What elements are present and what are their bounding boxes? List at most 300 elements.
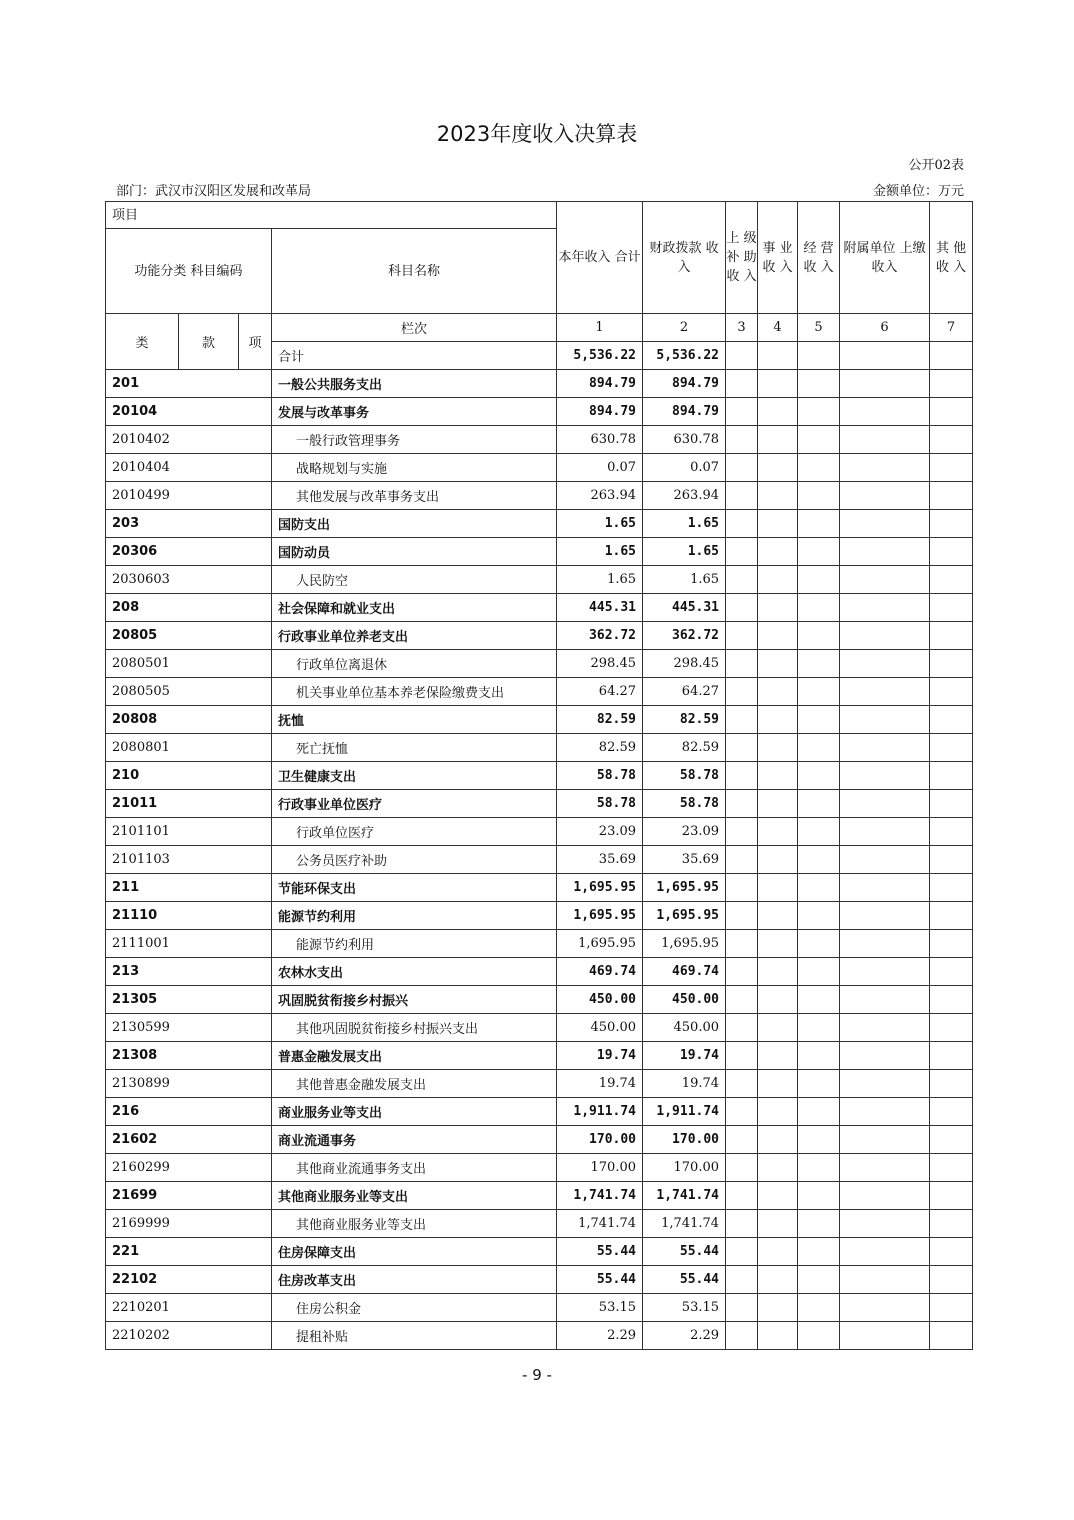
row-empty-cell [726, 482, 758, 510]
row-empty-cell [758, 1042, 798, 1070]
row-empty-cell [726, 538, 758, 566]
row-empty-cell [726, 1238, 758, 1266]
row-total: 1,695.95 [557, 874, 643, 902]
row-name: 抚恤 [272, 706, 557, 734]
row-empty-cell [840, 1322, 930, 1350]
row-total: 64.27 [557, 678, 643, 706]
row-fiscal: 630.78 [643, 426, 726, 454]
row-empty-cell [798, 510, 840, 538]
table-row [106, 818, 973, 846]
row-empty-cell [840, 482, 930, 510]
row-name: 发展与改革事务 [272, 398, 557, 426]
row-empty-cell [798, 706, 840, 734]
row-empty-cell [798, 1238, 840, 1266]
row-empty-cell [840, 1070, 930, 1098]
row-empty-cell [726, 622, 758, 650]
row-code: 201 [106, 370, 272, 398]
row-name: 社会保障和就业支出 [272, 594, 557, 622]
row-fiscal: 170.00 [643, 1126, 726, 1154]
row-empty-cell [726, 902, 758, 930]
row-empty-cell [726, 762, 758, 790]
row-empty-cell [930, 930, 973, 958]
table-row [106, 538, 973, 566]
row-total: 35.69 [557, 846, 643, 874]
row-empty-cell [726, 986, 758, 1014]
row-empty-cell [758, 538, 798, 566]
row-empty-cell [726, 930, 758, 958]
col-number-7: 7 [930, 314, 973, 342]
row-name: 公务员医疗补助 [272, 846, 557, 874]
row-empty-cell [798, 370, 840, 398]
row-empty-cell [840, 734, 930, 762]
table-row [106, 1154, 973, 1182]
table-row [106, 874, 973, 902]
row-name: 行政事业单位养老支出 [272, 622, 557, 650]
row-empty-cell [726, 846, 758, 874]
row-empty-cell [930, 1210, 973, 1238]
row-empty-cell [930, 818, 973, 846]
row-empty-cell [798, 650, 840, 678]
row-empty-cell [758, 566, 798, 594]
row-empty-cell [930, 1098, 973, 1126]
table-row [106, 958, 973, 986]
row-total: 19.74 [557, 1070, 643, 1098]
row-empty-cell [798, 398, 840, 426]
row-name: 国防支出 [272, 510, 557, 538]
row-name: 普惠金融发展支出 [272, 1042, 557, 1070]
row-empty-cell [798, 930, 840, 958]
row-empty-cell [840, 1238, 930, 1266]
table-row [106, 650, 973, 678]
row-empty-cell [726, 1098, 758, 1126]
row-empty-cell [840, 846, 930, 874]
row-fiscal: 1,695.95 [643, 930, 726, 958]
row-code: 221 [106, 1238, 272, 1266]
row-empty-cell [840, 566, 930, 594]
row-empty-cell [798, 1070, 840, 1098]
row-code: 2101101 [106, 818, 272, 846]
table-row [106, 1126, 973, 1154]
row-total: 19.74 [557, 1042, 643, 1070]
table-row [106, 566, 973, 594]
row-empty-cell [930, 1014, 973, 1042]
header-col2: 财政拨款 收入 [643, 202, 726, 314]
row-total: 894.79 [557, 370, 643, 398]
row-code: 2080505 [106, 678, 272, 706]
row-code: 211 [106, 874, 272, 902]
row-total: 23.09 [557, 818, 643, 846]
row-code: 21110 [106, 902, 272, 930]
row-empty-cell [758, 370, 798, 398]
row-code: 21308 [106, 1042, 272, 1070]
row-code: 20805 [106, 622, 272, 650]
row-empty-cell [930, 426, 973, 454]
table-row [106, 678, 973, 706]
row-empty-cell [930, 454, 973, 482]
row-empty-cell [930, 958, 973, 986]
row-empty-cell [726, 1182, 758, 1210]
row-empty-cell [726, 650, 758, 678]
row-fiscal: 450.00 [643, 1014, 726, 1042]
row-empty-cell [840, 902, 930, 930]
table-row [106, 734, 973, 762]
col-number-2: 2 [643, 314, 726, 342]
row-name: 死亡抚恤 [272, 734, 557, 762]
row-empty-cell [758, 1182, 798, 1210]
row-total: 1,695.95 [557, 930, 643, 958]
row-fiscal: 1,741.74 [643, 1210, 726, 1238]
row-name: 其他商业服务业等支出 [272, 1182, 557, 1210]
row-name: 能源节约利用 [272, 902, 557, 930]
col-number-3: 3 [726, 314, 758, 342]
row-fiscal: 19.74 [643, 1070, 726, 1098]
department-label: 部门：武汉市汉阳区发展和改革局 [116, 184, 312, 199]
table-row [106, 930, 973, 958]
table-row [106, 1070, 973, 1098]
unit-label: 金额单位：万元 [872, 184, 964, 199]
row-empty-cell [840, 818, 930, 846]
row-empty-cell [930, 594, 973, 622]
row-empty-cell [930, 1266, 973, 1294]
row-empty-cell [930, 1182, 973, 1210]
row-total: 170.00 [557, 1154, 643, 1182]
row-code: 21011 [106, 790, 272, 818]
row-empty-cell [840, 510, 930, 538]
row-empty-cell [930, 538, 973, 566]
table-row [106, 1014, 973, 1042]
row-empty-cell [840, 1182, 930, 1210]
row-empty-cell [758, 734, 798, 762]
row-empty-cell [726, 1042, 758, 1070]
col-number-5: 5 [798, 314, 840, 342]
table-row [106, 1238, 973, 1266]
row-empty-cell [930, 622, 973, 650]
header-lanci: 栏次 [272, 314, 557, 342]
row-empty-cell [758, 1126, 798, 1154]
row-fiscal: 469.74 [643, 958, 726, 986]
row-code: 2160299 [106, 1154, 272, 1182]
row-total: 450.00 [557, 1014, 643, 1042]
row-empty-cell [798, 846, 840, 874]
header-item: 项目 [106, 202, 557, 229]
row-empty-cell [726, 1070, 758, 1098]
row-empty-cell [930, 1294, 973, 1322]
row-empty-cell [758, 1238, 798, 1266]
row-empty-cell [930, 874, 973, 902]
total-value-1: 5,536.22 [557, 342, 643, 370]
row-total: 170.00 [557, 1126, 643, 1154]
row-fiscal: 170.00 [643, 1154, 726, 1182]
row-empty-cell [840, 1042, 930, 1070]
row-empty-cell [930, 706, 973, 734]
row-fiscal: 1,695.95 [643, 874, 726, 902]
row-empty-cell [726, 958, 758, 986]
row-empty-cell [840, 678, 930, 706]
row-total: 362.72 [557, 622, 643, 650]
row-total: 469.74 [557, 958, 643, 986]
form-number: 公开02表 [908, 158, 964, 173]
row-name: 行政单位医疗 [272, 818, 557, 846]
row-fiscal: 2.29 [643, 1322, 726, 1350]
row-empty-cell [840, 1014, 930, 1042]
row-code: 20104 [106, 398, 272, 426]
row-empty-cell [930, 370, 973, 398]
row-empty-cell [758, 790, 798, 818]
row-name: 行政单位离退休 [272, 650, 557, 678]
row-code: 2010499 [106, 482, 272, 510]
row-empty-cell [726, 1294, 758, 1322]
row-total: 445.31 [557, 594, 643, 622]
row-name: 战略规划与实施 [272, 454, 557, 482]
row-empty-cell [726, 874, 758, 902]
table-row [106, 622, 973, 650]
row-code: 2010402 [106, 426, 272, 454]
row-empty-cell [758, 678, 798, 706]
row-name: 节能环保支出 [272, 874, 557, 902]
row-empty-cell [798, 762, 840, 790]
row-fiscal: 58.78 [643, 790, 726, 818]
row-total: 630.78 [557, 426, 643, 454]
row-empty-cell [930, 482, 973, 510]
row-fiscal: 1,741.74 [643, 1182, 726, 1210]
row-fiscal: 894.79 [643, 398, 726, 426]
row-empty-cell [758, 1098, 798, 1126]
row-code: 2010404 [106, 454, 272, 482]
row-name: 能源节约利用 [272, 930, 557, 958]
row-code: 21602 [106, 1126, 272, 1154]
row-fiscal: 445.31 [643, 594, 726, 622]
row-fiscal: 35.69 [643, 846, 726, 874]
row-total: 1,741.74 [557, 1182, 643, 1210]
table-row [106, 986, 973, 1014]
row-empty-cell [840, 790, 930, 818]
row-fiscal: 263.94 [643, 482, 726, 510]
row-empty-cell [930, 566, 973, 594]
row-total: 298.45 [557, 650, 643, 678]
row-empty-cell [798, 734, 840, 762]
row-name: 提租补贴 [272, 1322, 557, 1350]
row-code: 203 [106, 510, 272, 538]
row-empty-cell [758, 594, 798, 622]
row-code: 20808 [106, 706, 272, 734]
row-name: 卫生健康支出 [272, 762, 557, 790]
row-empty-cell [726, 1154, 758, 1182]
row-fiscal: 55.44 [643, 1266, 726, 1294]
row-code: 208 [106, 594, 272, 622]
row-fiscal: 55.44 [643, 1238, 726, 1266]
row-name: 其他商业流通事务支出 [272, 1154, 557, 1182]
row-total: 55.44 [557, 1266, 643, 1294]
row-empty-cell [726, 1210, 758, 1238]
row-fiscal: 450.00 [643, 986, 726, 1014]
row-total: 1.65 [557, 566, 643, 594]
row-empty-cell [798, 454, 840, 482]
row-empty-cell [758, 958, 798, 986]
table-row [106, 510, 973, 538]
row-empty-cell [840, 762, 930, 790]
row-name: 住房公积金 [272, 1294, 557, 1322]
row-empty-cell [758, 1014, 798, 1042]
row-fiscal: 0.07 [643, 454, 726, 482]
row-empty-cell [930, 678, 973, 706]
page-number: - 9 - [522, 1366, 552, 1384]
row-empty-cell [726, 734, 758, 762]
table-row [106, 1098, 973, 1126]
page-title: 2023年度收入决算表 [436, 122, 638, 146]
row-fiscal: 362.72 [643, 622, 726, 650]
table-row [106, 1182, 973, 1210]
row-empty-cell [840, 426, 930, 454]
row-code: 21305 [106, 986, 272, 1014]
row-empty-cell [930, 1154, 973, 1182]
row-total: 1,911.74 [557, 1098, 643, 1126]
row-total: 1,695.95 [557, 902, 643, 930]
col-number-1: 1 [557, 314, 643, 342]
row-fiscal: 82.59 [643, 706, 726, 734]
col-number-6: 6 [840, 314, 930, 342]
row-fiscal: 1,911.74 [643, 1098, 726, 1126]
row-total: 1,741.74 [557, 1210, 643, 1238]
row-name: 农林水支出 [272, 958, 557, 986]
row-fiscal: 58.78 [643, 762, 726, 790]
row-fiscal: 19.74 [643, 1042, 726, 1070]
row-empty-cell [758, 874, 798, 902]
row-name: 其他发展与改革事务支出 [272, 482, 557, 510]
table-row [106, 1322, 973, 1350]
row-empty-cell [798, 566, 840, 594]
row-total: 1.65 [557, 538, 643, 566]
row-code: 2169999 [106, 1210, 272, 1238]
row-total: 58.78 [557, 762, 643, 790]
row-total: 263.94 [557, 482, 643, 510]
row-code: 2210201 [106, 1294, 272, 1322]
row-code: 2210202 [106, 1322, 272, 1350]
row-total: 53.15 [557, 1294, 643, 1322]
row-empty-cell [798, 622, 840, 650]
row-empty-cell [798, 1294, 840, 1322]
row-empty-cell [930, 790, 973, 818]
header-col7: 其 他 收 入 [930, 202, 973, 314]
row-empty-cell [798, 1098, 840, 1126]
row-empty-cell [726, 510, 758, 538]
row-code: 20306 [106, 538, 272, 566]
row-empty-cell [798, 426, 840, 454]
row-empty-cell [758, 986, 798, 1014]
row-name: 国防动员 [272, 538, 557, 566]
header-xiang: 项 [239, 314, 272, 370]
row-fiscal: 894.79 [643, 370, 726, 398]
row-empty-cell [840, 1126, 930, 1154]
row-empty-cell [758, 650, 798, 678]
row-fiscal: 64.27 [643, 678, 726, 706]
row-empty-cell [930, 846, 973, 874]
row-total: 82.59 [557, 706, 643, 734]
row-empty-cell [840, 594, 930, 622]
row-fiscal: 1.65 [643, 510, 726, 538]
table-row [106, 426, 973, 454]
row-empty-cell [840, 538, 930, 566]
row-name: 人民防空 [272, 566, 557, 594]
header-subject-name: 科目名称 [272, 229, 557, 314]
row-name: 商业流通事务 [272, 1126, 557, 1154]
row-empty-cell [758, 454, 798, 482]
header-col5: 经 营 收 入 [798, 202, 840, 314]
table-row [106, 790, 973, 818]
row-fiscal: 298.45 [643, 650, 726, 678]
row-empty-cell [930, 734, 973, 762]
table-row [106, 762, 973, 790]
row-empty-cell [798, 1042, 840, 1070]
row-code: 216 [106, 1098, 272, 1126]
row-empty-cell [930, 1070, 973, 1098]
row-empty-cell [840, 398, 930, 426]
header-col3: 上 级 补 助 收 入 [726, 202, 758, 314]
row-name: 住房改革支出 [272, 1266, 557, 1294]
row-total: 82.59 [557, 734, 643, 762]
row-empty-cell [798, 790, 840, 818]
row-empty-cell [758, 1322, 798, 1350]
table-row [106, 846, 973, 874]
row-code: 210 [106, 762, 272, 790]
row-empty-cell [758, 1154, 798, 1182]
row-empty-cell [758, 930, 798, 958]
total-value-2: 5,536.22 [643, 342, 726, 370]
row-code: 22102 [106, 1266, 272, 1294]
table-row [106, 902, 973, 930]
table-row [106, 398, 973, 426]
header-func-code: 功能分类 科目编码 [106, 229, 272, 314]
row-empty-cell [726, 706, 758, 734]
row-empty-cell [840, 874, 930, 902]
row-code: 213 [106, 958, 272, 986]
row-total: 0.07 [557, 454, 643, 482]
total-label: 合计 [272, 342, 557, 370]
row-total: 2.29 [557, 1322, 643, 1350]
row-empty-cell [798, 482, 840, 510]
row-name: 商业服务业等支出 [272, 1098, 557, 1126]
row-empty-cell [840, 1098, 930, 1126]
row-name: 机关事业单位基本养老保险缴费支出 [272, 678, 557, 706]
row-empty-cell [798, 874, 840, 902]
row-empty-cell [930, 986, 973, 1014]
row-fiscal: 82.59 [643, 734, 726, 762]
row-code: 2101103 [106, 846, 272, 874]
row-empty-cell [798, 1154, 840, 1182]
row-empty-cell [798, 1182, 840, 1210]
row-empty-cell [758, 482, 798, 510]
row-name: 其他商业服务业等支出 [272, 1210, 557, 1238]
revenue-table [105, 201, 973, 1350]
row-empty-cell [726, 1266, 758, 1294]
row-code: 2030603 [106, 566, 272, 594]
row-empty-cell [726, 398, 758, 426]
header-col4: 事 业 收 入 [758, 202, 798, 314]
table-row [106, 594, 973, 622]
row-empty-cell [758, 762, 798, 790]
row-empty-cell [798, 1210, 840, 1238]
row-fiscal: 1.65 [643, 566, 726, 594]
row-empty-cell [726, 1126, 758, 1154]
row-total: 1.65 [557, 510, 643, 538]
row-empty-cell [726, 1014, 758, 1042]
row-code: 2080801 [106, 734, 272, 762]
row-fiscal: 53.15 [643, 1294, 726, 1322]
table-row [106, 1210, 973, 1238]
row-code: 2130599 [106, 1014, 272, 1042]
row-empty-cell [798, 986, 840, 1014]
row-empty-cell [726, 818, 758, 846]
row-empty-cell [840, 930, 930, 958]
